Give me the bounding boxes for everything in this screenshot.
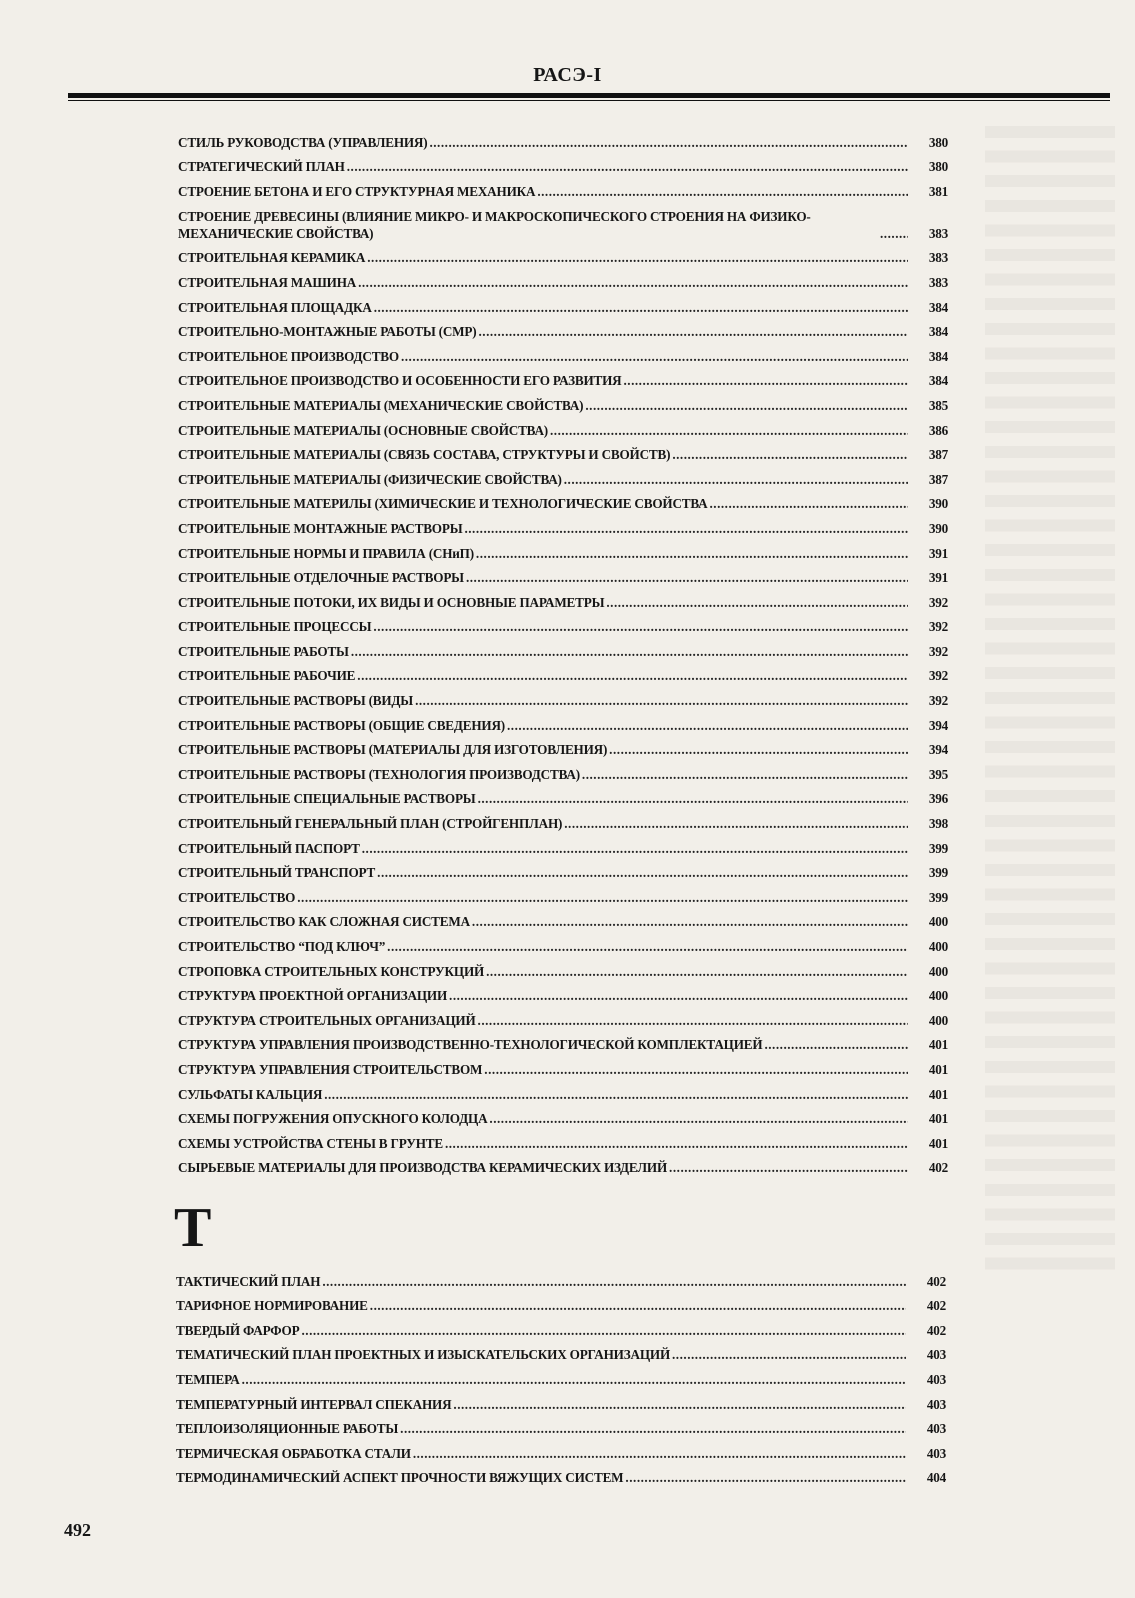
toc-entry-title: ТЕМПЕРА (176, 1371, 240, 1387)
toc-entry-title: СТРОИТЕЛЬНАЯ ПЛОЩАДКА (178, 299, 372, 315)
toc-entry-page: 384 (928, 324, 948, 340)
toc-entry-page: 401 (928, 1135, 948, 1151)
toc-entry[interactable] (176, 1437, 946, 1462)
toc-entry-title: СТРОИТЕЛЬНЫЙ ТРАНСПОРТ (178, 865, 376, 881)
toc-leader-dots (357, 668, 908, 684)
running-header-title: РАСЭ-I (533, 64, 602, 86)
toc-entry[interactable] (176, 1388, 946, 1413)
toc-leader-dots (582, 767, 908, 783)
toc-entry-title: СТРОИТЕЛЬНАЯ МАШИНА (178, 274, 357, 290)
toc-entry-page: 402 (928, 1160, 948, 1176)
toc-entry-title: СТРОИТЕЛЬНЫЙ ГЕНЕРАЛЬНЫЙ ПЛАН (СТРОЙГЕНПЛАН) (178, 816, 563, 832)
toc-entry[interactable] (176, 1413, 946, 1438)
toc-leader-dots (606, 595, 908, 611)
toc-leader-dots (672, 447, 908, 463)
toc-entry-title: СТРОИТЕЛЬНОЕ ПРОИЗВОДСТВО И ОСОБЕННОСТИ ЕГО РАЗВИТИЯ (178, 373, 622, 389)
toc-entry-title: СТРОИТЕЛЬСТВО КАК СЛОЖНАЯ СИСТЕМА (178, 914, 470, 930)
toc-entry[interactable] (178, 389, 948, 414)
toc-entry[interactable] (178, 175, 948, 200)
toc-entry-page: 384 (928, 373, 948, 389)
toc-leader-dots (623, 373, 908, 389)
toc-entry[interactable] (178, 488, 948, 513)
toc-entry-title: СТРОИТЕЛЬНЫЕ МАТЕРИАЛЫ (ФИЗИЧЕСКИЕ СВОЙСТВА) (178, 471, 562, 487)
toc-entry-title: ТЕМАТИЧЕСКИЙ ПЛАН ПРОЕКТНЫХ И ИЗЫСКАТЕЛЬСКИХ ОРГАНИЗАЦИЙ (176, 1347, 670, 1363)
toc-leader-dots (324, 1087, 908, 1103)
toc-leader-dots (367, 250, 908, 266)
toc-entry-page: 391 (928, 570, 948, 586)
toc-leader-dots (609, 742, 908, 758)
toc-leader-dots (625, 1470, 906, 1486)
toc-entry-title: СТРУКТУРА СТРОИТЕЛЬНЫХ ОРГАНИЗАЦИЙ (178, 1012, 476, 1028)
toc-entry[interactable] (178, 734, 948, 759)
toc-entry[interactable] (178, 439, 948, 464)
toc-entry-title: СТРОИТЕЛЬНЫЕ СПЕЦИАЛЬНЫЕ РАСТВОРЫ (178, 791, 476, 807)
toc-entry-page: 390 (928, 496, 948, 512)
toc-entry[interactable] (178, 709, 948, 734)
toc-entry-title: СТРУКТУРА ПРОЕКТНОЙ ОРГАНИЗАЦИИ (178, 988, 448, 1004)
toc-entry-page: 403 (926, 1421, 946, 1437)
toc-entry-title: ТАКТИЧЕСКИЙ ПЛАН (176, 1273, 321, 1289)
toc-entry-page: 403 (926, 1445, 946, 1461)
toc-entry-page: 391 (928, 545, 948, 561)
toc-entry[interactable] (178, 1152, 948, 1177)
toc-entry[interactable] (178, 266, 948, 291)
toc-leader-dots (297, 890, 908, 906)
toc-entry-page: 403 (926, 1347, 946, 1363)
toc-entry-page: 392 (928, 668, 948, 684)
toc-entry-page: 402 (926, 1273, 946, 1289)
toc-entry[interactable] (178, 635, 948, 660)
toc-entry-title: СЫРЬЕВЫЕ МАТЕРИАЛЫ ДЛЯ ПРОИЗВОДСТВА КЕРАМИЧЕСКИХ ИЗДЕЛИЙ (178, 1160, 668, 1176)
toc-leader-dots (507, 718, 908, 734)
toc-entry-page: 392 (928, 594, 948, 610)
toc-entry-title: СХЕМЫ ПОГРУЖЕНИЯ ОПУСКНОГО КОЛОДЦА (178, 1111, 488, 1127)
toc-entry-page: 396 (928, 791, 948, 807)
toc-entry-title: СТРОИТЕЛЬНЫЕ РАСТВОРЫ (ВИДЫ (178, 693, 414, 709)
toc-entry-title: СТРОПОВКА СТРОИТЕЛЬНЫХ КОНСТРУКЦИЙ (178, 963, 485, 979)
toc-leader-dots (537, 184, 908, 200)
toc-entry[interactable] (178, 955, 948, 980)
toc-leader-dots (484, 1062, 908, 1078)
toc-leader-dots (564, 816, 908, 832)
toc-entry[interactable] (178, 857, 948, 882)
toc-entry-title: СТРОИТЕЛЬНЫЕ РАСТВОРЫ (ТЕХНОЛОГИЯ ПРОИЗВОДСТВА) (178, 766, 580, 782)
toc-leader-dots (373, 619, 908, 635)
toc-entry[interactable] (178, 1029, 948, 1054)
toc-entry-page: 394 (928, 717, 948, 733)
toc-leader-dots (401, 349, 908, 365)
toc-entry-title: СТРУКТУРА УПРАВЛЕНИЯ СТРОИТЕЛЬСТВОМ (178, 1061, 483, 1077)
toc-entry-title: СТРАТЕГИЧЕСКИЙ ПЛАН (178, 159, 345, 175)
toc-entry-page: 392 (928, 619, 948, 635)
toc-entry-title: ТВЕРДЫЙ ФАРФОР (176, 1322, 300, 1338)
toc-entry-page: 400 (928, 963, 948, 979)
toc-leader-dots (377, 865, 908, 881)
toc-leader-dots (585, 398, 908, 414)
toc-entry-title: СТРОИТЕЛЬНЫЕ МАТЕРИЛЫ (ХИМИЧЕСКИЕ И ТЕХНОЛОГИЧЕСКИЕ СВОЙСТВА (178, 496, 708, 512)
toc-entry-page: 400 (928, 988, 948, 1004)
toc-entry-title: СТРОИТЕЛЬНЫЕ МАТЕРИАЛЫ (СВЯЗЬ СОСТАВА, СТРУКТУРЫ И СВОЙСТВ) (178, 447, 671, 463)
toc-entry-page: 380 (928, 134, 948, 150)
toc-entry-title: ТАРИФНОЕ НОРМИРОВАНИЕ (176, 1298, 368, 1314)
toc-entry-page: 381 (928, 183, 948, 199)
toc-entry-title: СТРОИТЕЛЬНО-МОНТАЖНЫЕ РАБОТЫ (СМР) (178, 324, 477, 340)
toc-leader-dots (764, 1037, 908, 1053)
toc-leader-dots (358, 275, 908, 291)
toc-entry[interactable] (178, 930, 948, 955)
toc-entry-title: СТРОИТЕЛЬНАЯ КЕРАМИКА (178, 250, 366, 266)
toc-leader-dots (301, 1323, 906, 1339)
toc-entry[interactable] (176, 1462, 946, 1487)
toc-leader-dots (362, 841, 908, 857)
toc-entry-title: СТРОИТЕЛЬСТВО “ПОД КЛЮЧ” (178, 939, 386, 954)
toc-entry[interactable] (176, 1265, 946, 1290)
toc-entry-page: 401 (928, 1061, 948, 1077)
toc-entry[interactable] (178, 562, 948, 587)
toc-entry-page: 392 (928, 643, 948, 659)
toc-leader-dots (466, 570, 908, 586)
toc-entry[interactable] (178, 906, 948, 931)
toc-leader-dots (415, 693, 908, 709)
toc-entry-page: 400 (928, 939, 948, 954)
toc-entry-page: 403 (926, 1371, 946, 1387)
toc-entry-title: СТРОИТЕЛЬНЫЕ ПРОЦЕССЫ (178, 619, 372, 635)
toc-entry[interactable] (178, 200, 948, 242)
toc-entry-title: СТРОИТЕЛЬНЫЕ РАСТВОРЫ (МАТЕРИАЛЫ ДЛЯ ИЗГОТОВЛЕНИЯ) (178, 742, 608, 758)
toc-entry-page: 399 (928, 889, 948, 905)
toc-leader-dots (486, 964, 908, 980)
toc-entry[interactable] (178, 586, 948, 611)
toc-entry-page: 402 (926, 1298, 946, 1314)
toc-entry-title: СТРОИТЕЛЬНЫЕ ОТДЕЛОЧНЫЕ РАСТВОРЫ (178, 570, 464, 586)
toc-leader-dots (672, 1347, 906, 1363)
toc-entry[interactable] (178, 316, 948, 341)
toc-entry-title: СТРОЕНИЕ БЕТОНА И ЕГО СТРУКТУРНАЯ МЕХАНИКА (178, 183, 536, 199)
toc-entry-title: СТРОИТЕЛЬНЫЙ ПАСПОРТ (178, 840, 360, 856)
toc-entry-title: СТРОЕНИЕ ДРЕВЕСИНЫ (ВЛИЯНИЕ МИКРО- И МАКРОСКОПИЧЕСКОГО СТРОЕНИЯ НА ФИЗИКО-МЕХАНИЧЕСКИЕ СВОЙСТВА) (178, 208, 811, 241)
toc-entry-page: 398 (928, 816, 948, 832)
toc-entry-title: ТЕПЛОИЗОЛЯЦИОННЫЕ РАБОТЫ (176, 1421, 399, 1437)
toc-entry-page: 401 (928, 1037, 948, 1053)
toc-entry[interactable] (178, 1103, 948, 1128)
toc-entry-page: 383 (928, 250, 948, 266)
toc-entry-page: 403 (926, 1396, 946, 1412)
toc-entry[interactable] (176, 1363, 946, 1388)
toc-entry-title: СТРОИТЕЛЬНЫЕ МОНТАЖНЫЕ РАСТВОРЫ (178, 520, 463, 536)
toc-entry[interactable] (178, 340, 948, 365)
toc-leader-dots (464, 521, 908, 537)
toc-entry[interactable] (178, 783, 948, 808)
toc-entry-page: 386 (928, 422, 948, 438)
toc-entry-title: СТРОИТЕЛЬНЫЕ МАТЕРИАЛЫ (МЕХАНИЧЕСКИЕ СВОЙСТВА) (178, 397, 584, 413)
toc-entry[interactable] (178, 126, 948, 151)
toc-leader-dots (489, 1111, 908, 1127)
toc-entry[interactable] (178, 611, 948, 636)
toc-leader-dots (445, 1136, 908, 1152)
toc-leader-dots (550, 423, 908, 439)
toc-entry-page: 384 (928, 348, 948, 364)
toc-entry-title: СТРОИТЕЛЬНЫЕ РАСТВОРЫ (ОБЩИЕ СВЕДЕНИЯ) (178, 717, 505, 733)
toc-leader-dots (478, 791, 908, 807)
toc-entry[interactable] (178, 242, 948, 267)
toc-entry-page: 387 (928, 447, 948, 463)
toc-entry[interactable] (178, 414, 948, 439)
toc-entry-page: 390 (928, 520, 948, 536)
toc-entry[interactable] (178, 980, 948, 1005)
toc-section-s (178, 126, 948, 1176)
toc-entry[interactable] (178, 463, 948, 488)
toc-entry-page: 394 (928, 742, 948, 758)
page-number: 492 (64, 1520, 91, 1540)
toc-leader-dots (347, 159, 908, 175)
toc-entry-title: СТРОИТЕЛЬСТВО (178, 889, 296, 905)
toc-entry-title: СТРУКТУРА УПРАВЛЕНИЯ ПРОИЗВОДСТВЕННО-ТЕХНОЛОГИЧЕСКОЙ КОМПЛЕКТАЦИЕЙ (178, 1037, 763, 1053)
toc-entry-page: 401 (928, 1111, 948, 1127)
toc-leader-dots (400, 1421, 906, 1437)
toc-leader-dots (449, 988, 908, 1004)
toc-leader-dots (478, 324, 908, 340)
toc-entry[interactable] (178, 537, 948, 562)
toc-section-t (176, 1265, 946, 1486)
toc-entry-page: 392 (928, 693, 948, 709)
toc-leader-dots (564, 472, 908, 488)
toc-entry-page: 387 (928, 471, 948, 487)
header-rule-thin (68, 100, 1110, 101)
toc-entry-page: 399 (928, 865, 948, 881)
toc-leader-dots (387, 939, 908, 955)
toc-entry-page: 404 (926, 1470, 946, 1486)
toc-entry-title: СТРОИТЕЛЬНОЕ ПРОИЗВОДСТВО (178, 348, 399, 364)
toc-leader-dots (374, 300, 908, 316)
toc-entry-page: 400 (928, 1012, 948, 1028)
toc-entry[interactable] (178, 1004, 948, 1029)
toc-leader-dots (370, 1298, 906, 1314)
toc-entry-title: ТЕРМОДИНАМИЧЕСКИЙ АСПЕКТ ПРОЧНОСТИ ВЯЖУЩИХ СИСТЕМ (176, 1470, 624, 1486)
bleed-through-shadow (985, 126, 1115, 1276)
toc-entry-page: 402 (926, 1322, 946, 1338)
toc-entry-title: СУЛЬФАТЫ КАЛЬЦИЯ (178, 1086, 323, 1102)
toc-entry[interactable] (178, 291, 948, 316)
toc-entry[interactable] (176, 1314, 946, 1339)
section-letter-t: Т (174, 1197, 212, 1259)
toc-entry-page: 383 (928, 274, 948, 290)
toc-entry[interactable] (178, 807, 948, 832)
toc-entry[interactable] (178, 151, 948, 176)
toc-entry-title: СТРОИТЕЛЬНЫЕ РАБОЧИЕ (178, 668, 356, 684)
toc-entry-page: 380 (928, 159, 948, 175)
toc-leader-dots (669, 1160, 908, 1176)
toc-entry[interactable] (178, 832, 948, 857)
toc-entry-title: СХЕМЫ УСТРОЙСТВА СТЕНЫ В ГРУНТЕ (178, 1135, 443, 1151)
toc-leader-dots (472, 914, 908, 930)
toc-entry-page: 383 (928, 225, 948, 241)
toc-entry-title: ТЕРМИЧЕСКАЯ ОБРАБОТКА СТАЛИ (176, 1445, 411, 1461)
toc-entry-title: СТРОИТЕЛЬНЫЕ РАБОТЫ (178, 643, 349, 659)
toc-leader-dots (413, 1446, 906, 1462)
toc-entry[interactable] (178, 758, 948, 783)
toc-entry[interactable] (178, 881, 948, 906)
toc-entry[interactable] (178, 1127, 948, 1152)
toc-entry[interactable] (178, 1078, 948, 1103)
toc-entry-title: СТРОИТЕЛЬНЫЕ ПОТОКИ, ИХ ВИДЫ И ОСНОВНЫЕ ПАРАМЕТРЫ (178, 594, 605, 610)
toc-leader-dots (242, 1372, 906, 1388)
toc-entry-title: СТРОИТЕЛЬНЫЕ МАТЕРИАЛЫ (ОСНОВНЫЕ СВОЙСТВА) (178, 422, 548, 438)
toc-entry-page: 385 (928, 397, 948, 413)
toc-entry-page: 400 (928, 914, 948, 930)
toc-entry-page: 384 (928, 299, 948, 315)
toc-entry-page: 399 (928, 840, 948, 856)
toc-entry[interactable] (178, 365, 948, 390)
toc-entry-title: СТИЛЬ РУКОВОДСТВА (УПРАВЛЕНИЯ) (178, 134, 428, 150)
toc-entry[interactable] (176, 1339, 946, 1364)
toc-entry[interactable] (178, 684, 948, 709)
toc-leader-dots (351, 644, 908, 660)
header-rule-thick (68, 93, 1110, 98)
toc-leader-dots (478, 1013, 908, 1029)
toc-entry[interactable] (178, 1053, 948, 1078)
toc-entry[interactable] (178, 512, 948, 537)
toc-entry-page: 401 (928, 1086, 948, 1102)
toc-entry[interactable] (176, 1290, 946, 1315)
toc-leader-dots (453, 1397, 906, 1413)
toc-entry[interactable] (178, 660, 948, 685)
toc-leader-dots (322, 1274, 906, 1290)
toc-entry-title: СТРОИТЕЛЬНЫЕ НОРМЫ И ПРАВИЛА (СНиП) (178, 545, 474, 561)
toc-leader-dots (709, 496, 908, 512)
toc-entry-page: 395 (928, 766, 948, 782)
toc-leader-dots (476, 546, 908, 562)
toc-leader-dots (880, 226, 908, 242)
toc-entry-title: ТЕМПЕРАТУРНЫЙ ИНТЕРВАЛ СПЕКАНИЯ (176, 1396, 452, 1412)
toc-leader-dots (429, 135, 908, 151)
